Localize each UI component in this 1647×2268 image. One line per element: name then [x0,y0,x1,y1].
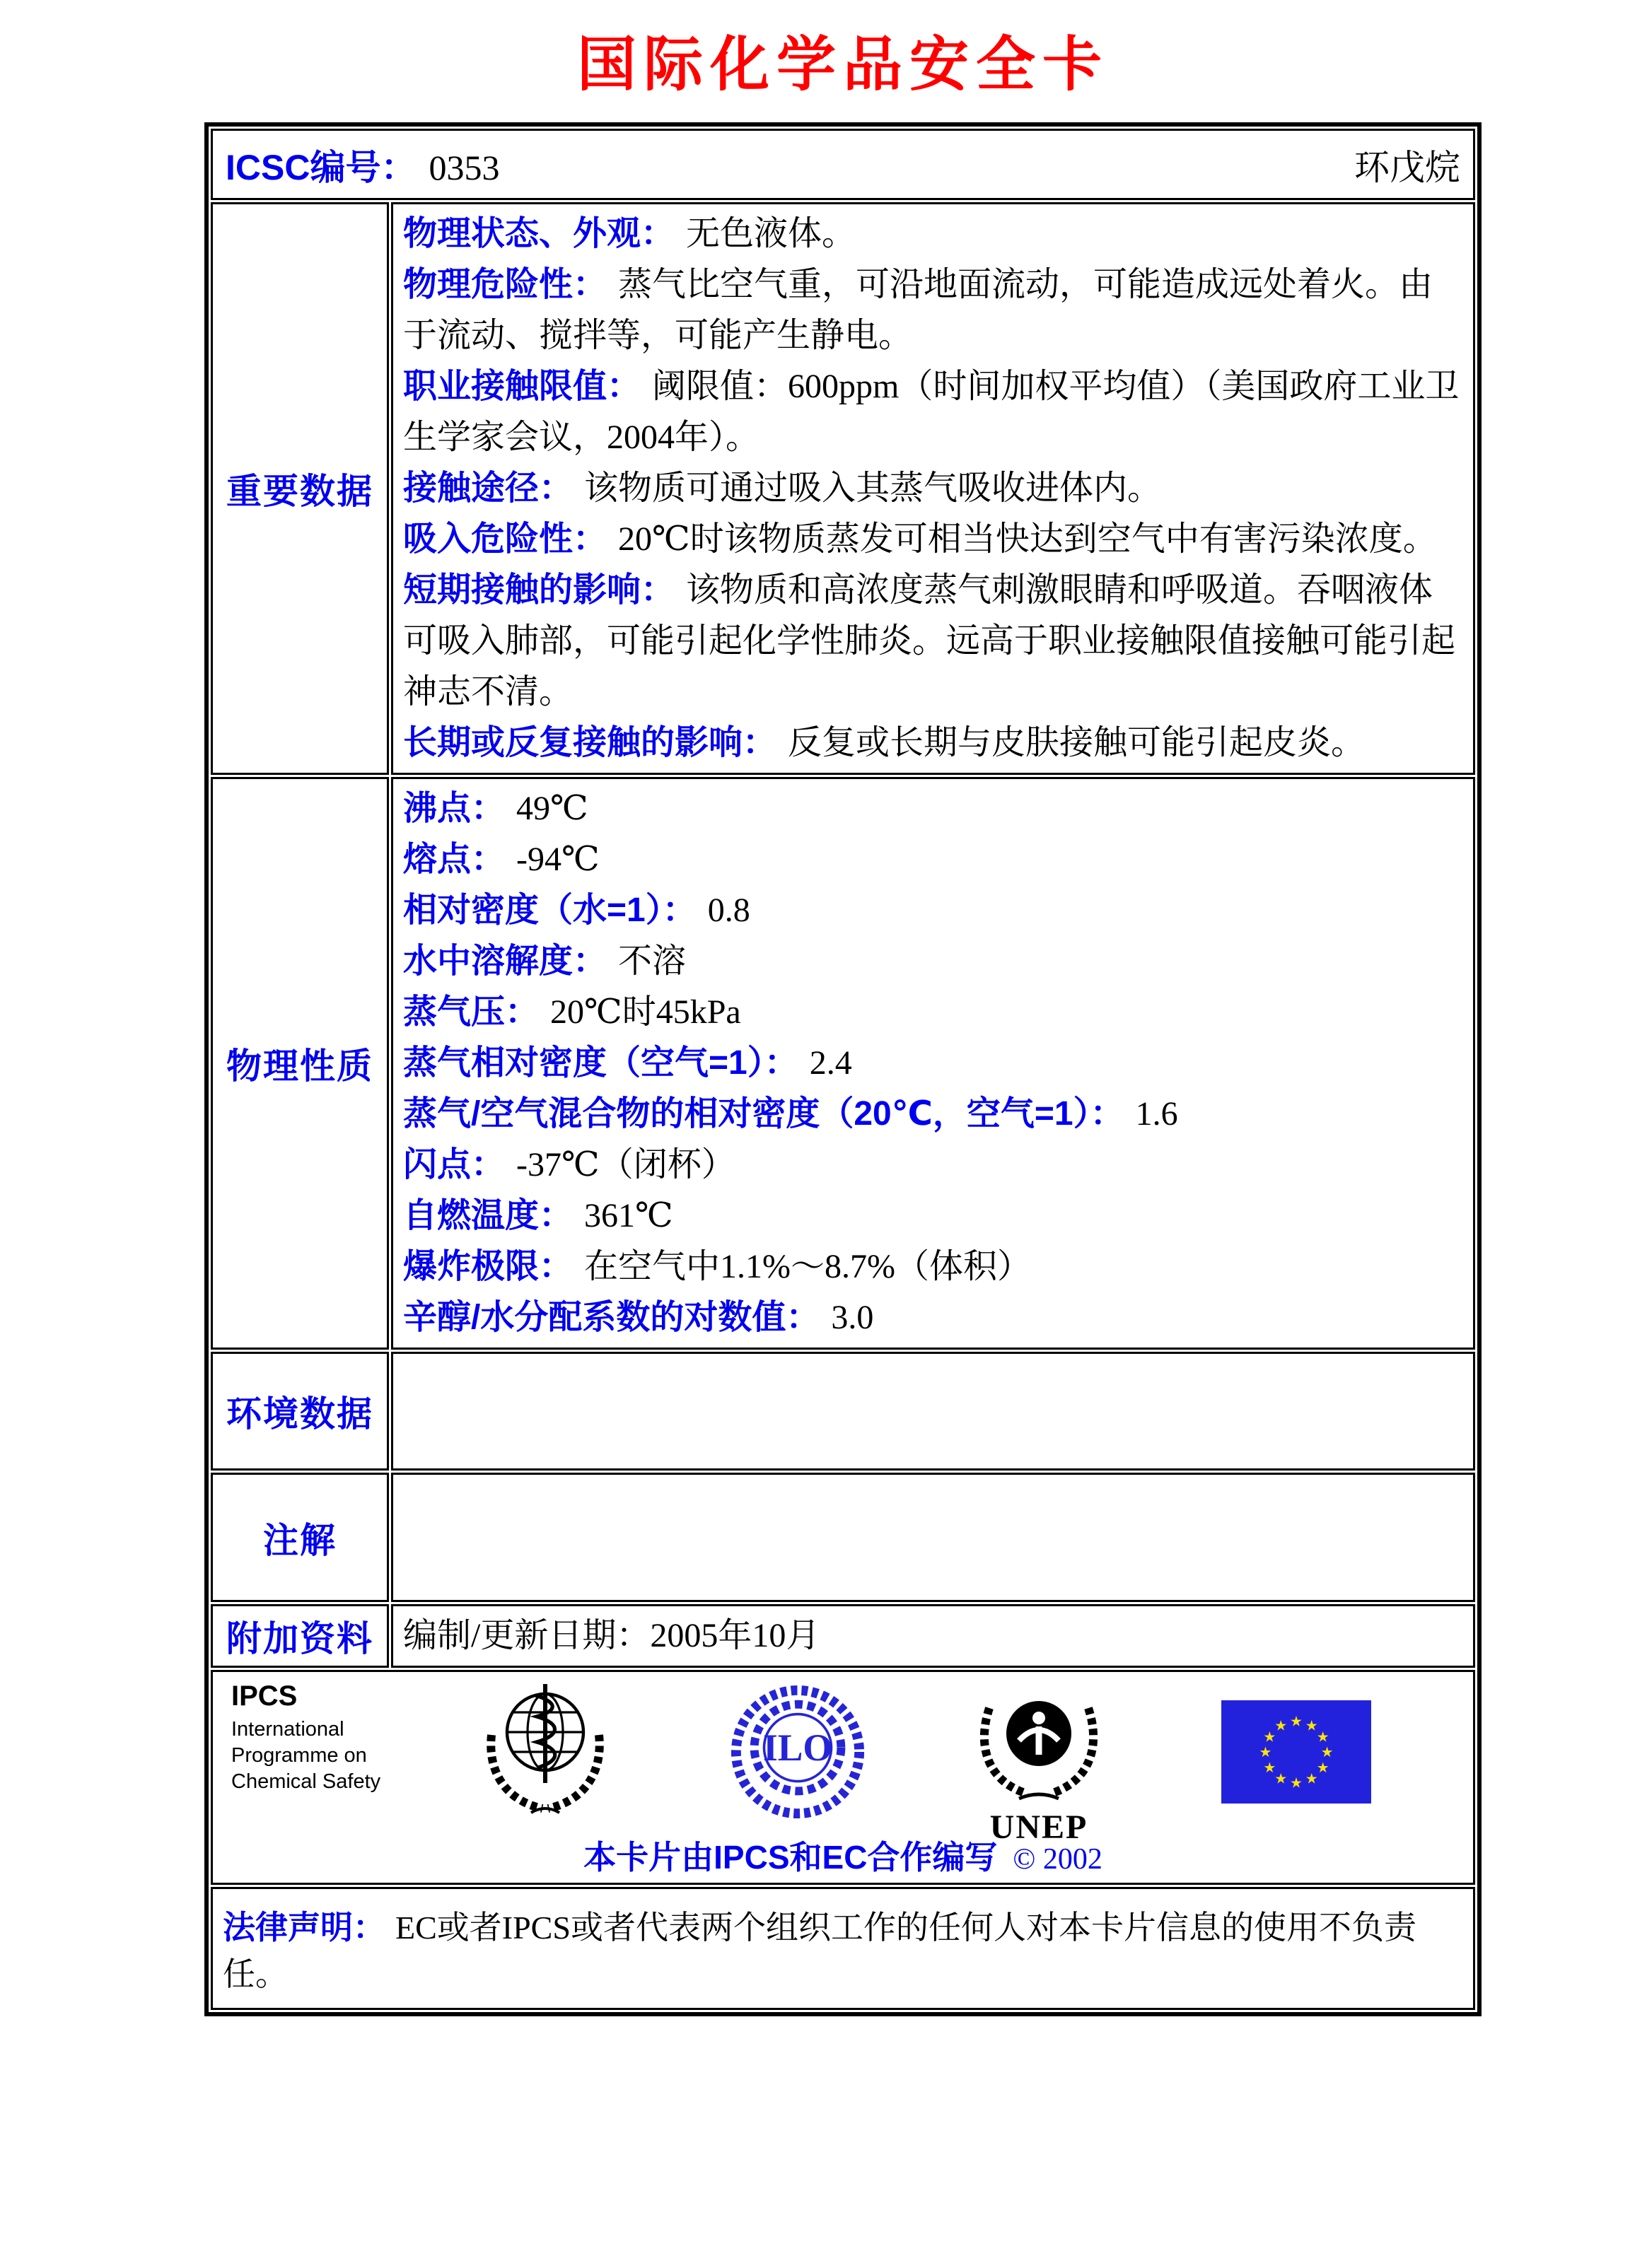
eu-star-icon: ★ [1274,1717,1288,1734]
eu-star-icon: ★ [1316,1728,1329,1746]
organizations-cell [211,1670,1475,1885]
property-label: 熔点： [403,841,506,878]
ipcs-full-name-line-1: International [231,1718,344,1741]
icsc-number: 0353 [429,147,500,187]
property-value: 361℃ [584,1197,673,1234]
property-value: 不溶 [618,942,687,980]
property-line [403,783,1463,834]
update-date-text: 编制/更新日期：2005年10月 [403,1617,820,1654]
property-value: -37℃（闭杯） [516,1146,735,1183]
property-line [403,259,1463,361]
property-line [403,987,1463,1038]
eu-star-icon: ★ [1274,1770,1288,1787]
icsc-number-group [226,139,499,190]
property-value: 20℃时该物质蒸发可相当快达到空气中有害污染浓度。 [618,520,1437,558]
property-value: 0.8 [707,892,750,929]
property-value: 1.6 [1135,1095,1178,1133]
property-label: 蒸气压： [403,993,540,1031]
property-line [403,1089,1463,1140]
property-value: 3.0 [831,1299,874,1336]
chemical-name: 环戊烷 [1354,147,1460,187]
property-line [403,718,1463,768]
ipcs-full-name-line-2: Programme on [231,1744,367,1767]
unep-letters: UNEP [989,1808,1088,1844]
property-line [403,885,1463,936]
important-data-row [211,202,1475,775]
eu-star-icon: ★ [1263,1728,1276,1746]
property-label: 短期接触的影响： [403,571,675,609]
property-value: 该物质和高浓度蒸气刺激眼睛和呼吸道。吞咽液体可吸入肺部，可能引起化学性肺炎。远高于职业接触限值接触可能引起神志不清。 [403,571,1456,711]
eu-star-icon: ★ [1259,1743,1272,1761]
property-value: 蒸气比空气重，可沿地面流动，可能造成远处着火。由于流动、搅拌等，可能产生静电。 [403,266,1433,354]
property-label: 自燃温度： [403,1197,574,1234]
property-value: 在空气中1.1%～8.7%（体积） [584,1248,1031,1285]
property-label: 闪点： [403,1146,506,1183]
property-label: 物理危险性： [403,266,607,303]
property-label: 长期或反复接触的影响： [403,724,777,761]
who-logo-icon [475,1681,616,1823]
property-line [403,1191,1463,1241]
icsc-document-page [0,17,1647,2016]
ipcs-block [231,1679,424,1795]
ipcs-acronym: IPCS [231,1680,298,1712]
property-value: 反复或长期与皮肤接触可能引起皮炎。 [788,724,1366,761]
eu-star-icon: ★ [1305,1717,1318,1734]
eu-star-icon: ★ [1320,1743,1334,1761]
property-value: 该物质可通过吸入其蒸气吸收进体内。 [584,469,1162,507]
section-label-important-data: 重要数据 [211,202,389,775]
legal-text: EC或者IPCS或者代表两个组织工作的任何人对本卡片信息的使用不负责任。 [223,1910,1416,1992]
legal-label: 法律声明： [223,1909,385,1946]
property-label: 相对密度（水=1）： [403,892,697,929]
property-label: 水中溶解度： [403,942,607,980]
property-label: 辛醇/水分配系数的对数值： [403,1299,820,1336]
property-line [403,514,1463,565]
property-line [403,1140,1463,1191]
eu-star-icon: ★ [1290,1712,1303,1730]
physical-properties-row [211,777,1475,1350]
header-row [211,129,1475,200]
property-label: 接触途径： [403,469,574,507]
property-line [403,361,1463,463]
footer-caption: 本卡片由IPCS和EC合作编写 [583,1839,998,1876]
header-cell [211,129,1475,200]
section-content-physical-properties [391,777,1475,1350]
section-label-physical-properties: 物理性质 [211,777,389,1350]
property-label: 爆炸极限： [403,1248,574,1285]
notes-row [211,1473,1475,1602]
property-line [403,463,1463,514]
header-flex [226,139,1460,190]
property-line [403,936,1463,987]
legal-row [211,1887,1475,2010]
property-label: 蒸气相对密度（空气=1）： [403,1044,798,1082]
property-line [403,1241,1463,1292]
eu-star-icon: ★ [1305,1770,1318,1787]
property-line [403,834,1463,885]
property-label: 蒸气/空气混合物的相对密度（20℃，空气=1）： [403,1095,1124,1133]
property-label: 沸点： [403,790,506,827]
property-value: 2.4 [809,1044,852,1082]
legal-cell [211,1887,1475,2010]
property-value: 无色液体。 [686,215,856,252]
page-title: 国际化学品安全卡 [576,31,1109,98]
property-value: -94℃ [516,841,600,878]
section-content-environmental-data [391,1352,1475,1471]
property-value: 20℃时45kPa [550,993,741,1031]
property-line [403,1038,1463,1089]
section-content-notes [391,1473,1475,1602]
property-label: 吸入危险性： [403,520,607,558]
organizations-row [211,1670,1475,1885]
property-value: 阈限值：600ppm（时间加权平均值）（美国政府工业卫生学家会议，2004年）。 [403,368,1460,456]
copyright-text: © 2002 [1013,1843,1102,1876]
icsc-number-label: ICSC编号： [226,147,417,187]
property-value: 49℃ [516,790,588,827]
unep-logo-icon [968,1680,1110,1844]
section-label-additional-info: 附加资料 [211,1604,389,1668]
logo-strip [227,1679,1459,1844]
section-content-additional-info [391,1604,1475,1668]
property-label: 职业接触限值： [403,368,641,405]
safety-card-table [204,122,1482,2016]
section-label-notes: 注解 [211,1473,389,1602]
ilo-logo-icon [728,1682,868,1822]
environmental-data-row [211,1352,1475,1471]
property-line [403,565,1463,718]
ilo-letters: ILO [762,1726,833,1769]
property-label: 物理状态、外观： [403,215,675,252]
eu-star-icon: ★ [1290,1774,1303,1791]
eu-star-icon: ★ [1316,1758,1329,1776]
section-content-important-data [391,202,1475,775]
eu-star-icon: ★ [1263,1758,1276,1776]
eu-flag-icon [1221,1700,1371,1804]
footer-caption-line [227,1832,1459,1878]
section-label-environmental-data: 环境数据 [211,1352,389,1471]
additional-info-row [211,1604,1475,1668]
ipcs-full-name-line-3: Chemical Safety [231,1770,381,1793]
property-line [403,209,1463,259]
property-line [403,1292,1463,1343]
